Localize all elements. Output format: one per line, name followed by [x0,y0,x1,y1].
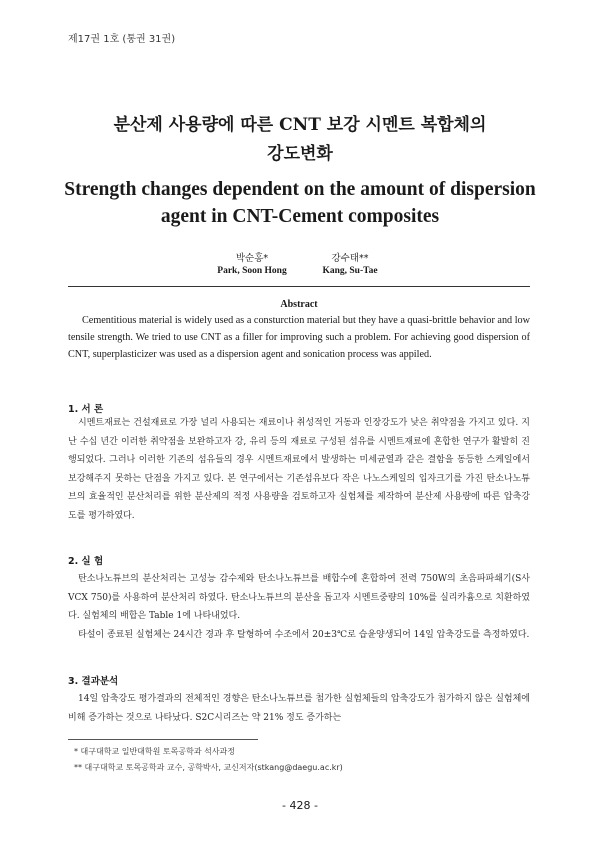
title-english [60,176,540,230]
author-2-name-ko: 강수태** [331,253,369,264]
title-korean [60,111,540,169]
author-2 [310,252,390,278]
title-korean-line-1: 분산제 사용량에 따른 CNT 보강 시멘트 복합체의 [113,115,487,135]
abstract-heading: Abstract [280,299,318,310]
abstract-text: Cementitious material is widely used as a consturction material but they have a quasi-brittle behavior and low tensile strength. We tried to use CNT as a filler for improving such a problem. For achieving good dispersion of CNT, superplasticizer was used as a dispersion agent and sonication process was appiled. [68,315,530,360]
author-1-name-ko: 박순홍* [235,253,269,264]
author-1 [212,252,292,278]
title-korean-line-2: 강도변화 [267,144,333,164]
title-english-line-1: Strength changes dependent on the amount of dispersion [64,179,536,200]
journal-issue-tag: 제17권 1호 (통권 31권) [68,34,176,45]
footnote-1: * 대구대학교 일반대학원 토목공학과 석사과정 [74,747,236,756]
page-number: - 428 - [282,799,318,812]
title-english-line-2: agent in CNT-Cement composites [160,206,440,227]
section-2-paragraph-1: 탄소나노튜브의 분산처리는 고성능 감수제와 탄소나노튜브를 배합수에 혼합하여 전력 750W의 초음파파쇄기(S사 VCX 750)를 사용하여 분산처리 하였다. 탄소나노튜브의 분산을 돕고자 시멘트중량의 10%를 실리카흄으로 치환하였다. 실험체의 배합은 Table 1에 나타내었다. [68,574,530,621]
section-2-paragraph-2: 타설이 종료된 실험체는 24시간 경과 후 탈형하여 수조에서 20±3℃로 습윤양생되어 14일 압축강도를 측정하였다. [78,630,530,640]
author-1-name-en: Park, Soon Hong [217,266,287,276]
section-1-paragraph: 시멘트재료는 건설재료로 가장 널리 사용되는 재료이나 취성적인 거동과 인장강도가 낮은 취약점을 가지고 있다. 지난 수십 년간 이러한 취약점을 보완하고자 강, 유리 등의 재료로 구성된 섬유를 시멘트재료에 혼합한 연구가 활발히 진행되었다. 그러나 이러한 기존의 섬유들의 경우 시멘트재료에서 발생하는 미세균열과 같은 결함을 동등한 스케일에서 보강해주지 못하는 단점을 가지고 있다. 본 연구에서는 기존섬유보다 작은 나노스케일의 입자크기를 가진 탄소나노튜브의 효율적인 분산처리를 위한 분산제의 적정 사용량을 검토하고자 실험체를 제작하여 분산제 사용량에 따른 압축강도를 평가하였다. [68,418,530,521]
section-3-heading: 3. 결과분석 [68,676,119,687]
section-1-heading: 1. 서 론 [68,404,104,415]
header-divider [68,286,530,287]
section-3-paragraph: 14일 압축강도 평가결과의 전체적인 경향은 탄소나노튜브를 첨가한 실험체들의 압축강도가 첨가하지 않은 실험체에 비해 증가하는 것으로 나타났다. S2C시리즈는 약 21% 정도 증가하는 [68,694,530,723]
footnote-divider [68,739,258,740]
author-2-name-en: Kang, Su-Tae [322,266,378,276]
footnote-2: ** 대구대학교 토목공학과 교수, 공학박사, 교신저자(stkang@daegu.ac.kr) [74,763,343,772]
section-2-heading: 2. 실 험 [68,556,104,567]
